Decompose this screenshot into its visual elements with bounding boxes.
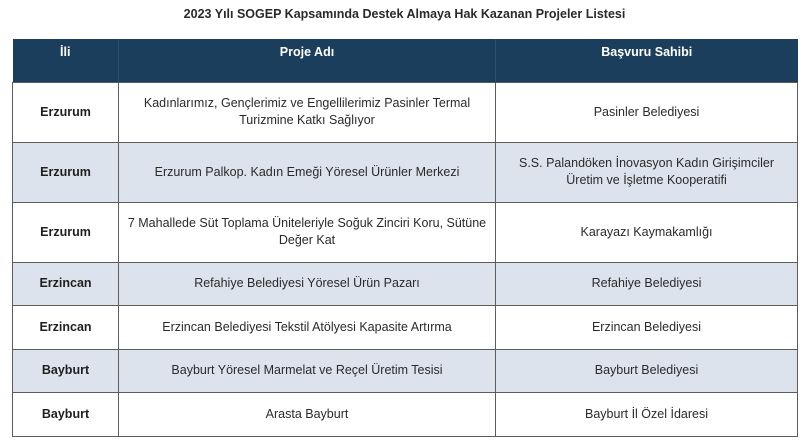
cell-city: Bayburt bbox=[13, 349, 119, 392]
cell-project: Kadınlarımız, Gençlerimiz ve Engellilerimiz Pasinler Termal Turizmine Katkı Sağlıyor bbox=[119, 82, 496, 142]
cell-city: Erzincan bbox=[13, 305, 119, 349]
cell-project: Erzurum Palkop. Kadın Emeği Yöresel Ürünler Merkezi bbox=[119, 142, 496, 202]
column-header-project: Proje Adı bbox=[119, 39, 496, 82]
cell-applicant: Bayburt Belediyesi bbox=[496, 349, 798, 392]
cell-project: Erzincan Belediyesi Tekstil Atölyesi Kapasite Artırma bbox=[119, 305, 496, 349]
projects-table bbox=[12, 39, 798, 437]
cell-project: Arasta Bayburt bbox=[119, 392, 496, 436]
cell-city: Bayburt bbox=[13, 392, 119, 436]
table-row bbox=[13, 305, 798, 349]
column-header-city: İli bbox=[13, 39, 119, 82]
cell-applicant: S.S. Palandöken İnovasyon Kadın Girişimciler Üretim ve İşletme Kooperatifi bbox=[496, 142, 798, 202]
table-header-row bbox=[13, 39, 798, 82]
cell-applicant: Pasinler Belediyesi bbox=[496, 82, 798, 142]
cell-applicant: Refahiye Belediyesi bbox=[496, 262, 798, 305]
cell-city: Erzincan bbox=[13, 262, 119, 305]
page-title: 2023 Yılı SOGEP Kapsamında Destek Almaya Hak Kazanan Projeler Listesi bbox=[183, 7, 626, 21]
table-row bbox=[13, 392, 798, 436]
cell-project: Bayburt Yöresel Marmelat ve Reçel Üretim Tesisi bbox=[119, 349, 496, 392]
cell-project: Refahiye Belediyesi Yöresel Ürün Pazarı bbox=[119, 262, 496, 305]
table-row bbox=[13, 349, 798, 392]
cell-city: Erzurum bbox=[13, 142, 119, 202]
cell-applicant: Karayazı Kaymakamlığı bbox=[496, 202, 798, 262]
cell-applicant: Erzincan Belediyesi bbox=[496, 305, 798, 349]
cell-project: 7 Mahallede Süt Toplama Üniteleriyle Soğuk Zinciri Koru, Sütüne Değer Kat bbox=[119, 202, 496, 262]
column-header-applicant: Başvuru Sahibi bbox=[496, 39, 798, 82]
table-row bbox=[13, 142, 798, 202]
cell-city: Erzurum bbox=[13, 82, 119, 142]
table-row bbox=[13, 202, 798, 262]
cell-city: Erzurum bbox=[13, 202, 119, 262]
table-row bbox=[13, 82, 798, 142]
cell-applicant: Bayburt İl Özel İdaresi bbox=[496, 392, 798, 436]
table-row bbox=[13, 262, 798, 305]
